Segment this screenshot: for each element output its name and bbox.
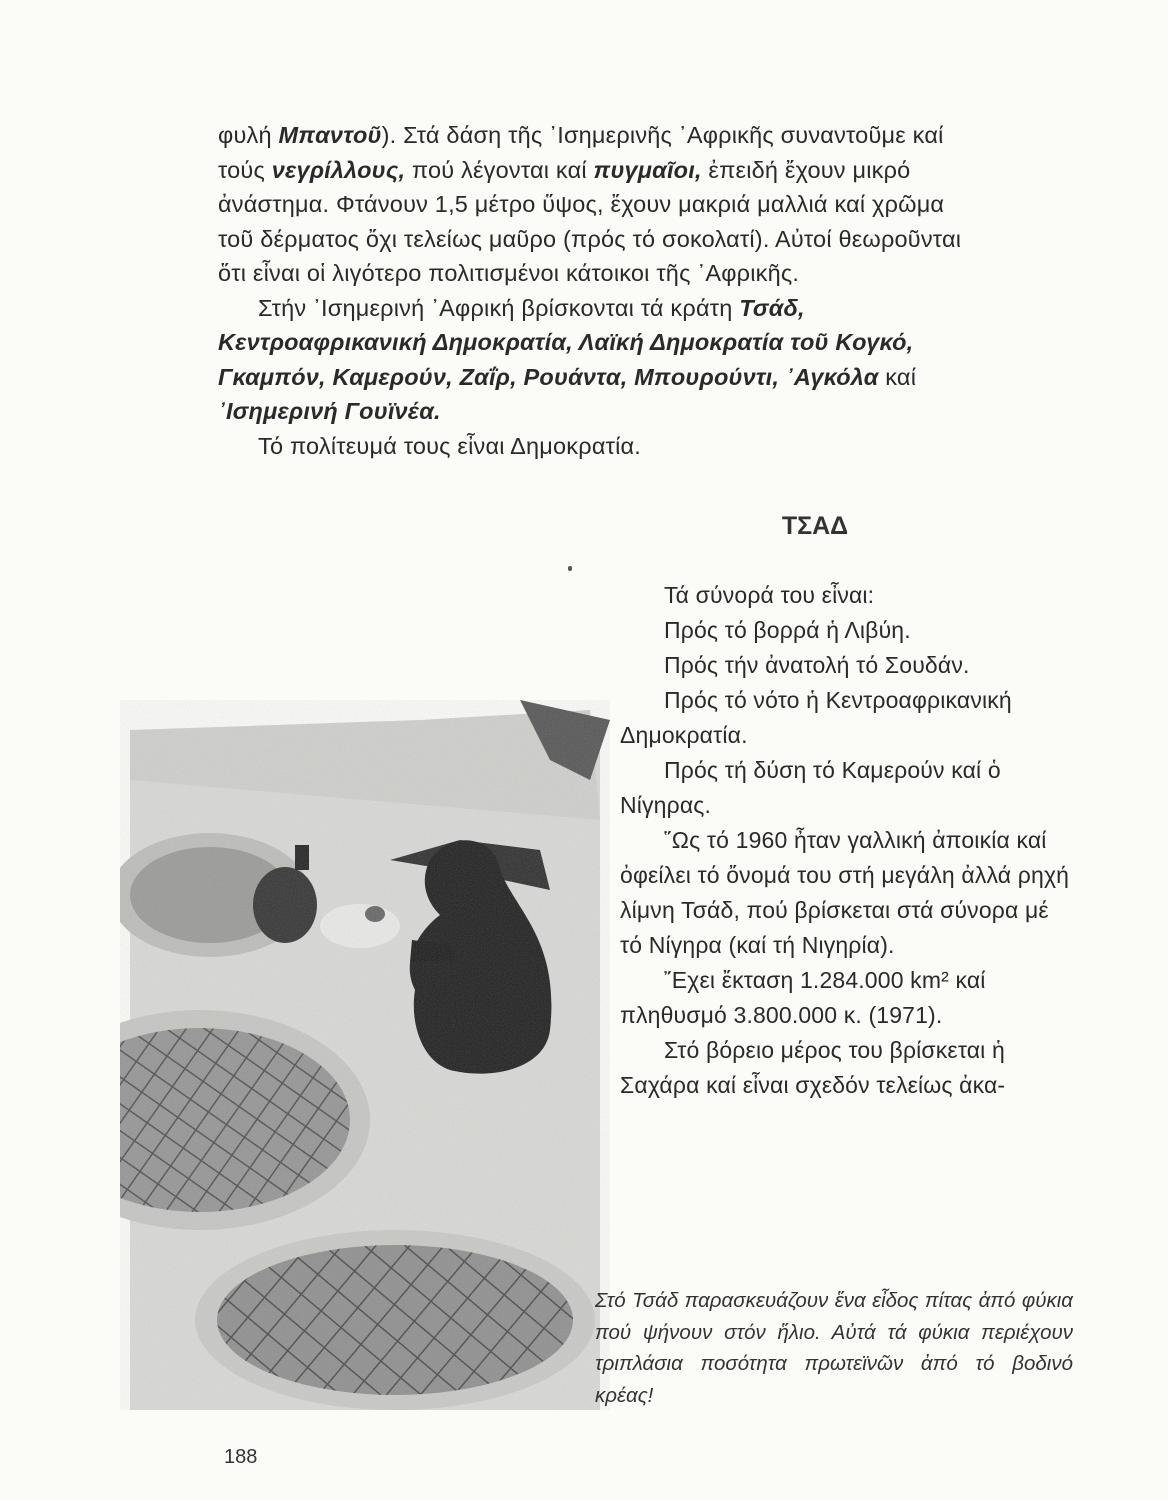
countries-paragraph [218, 291, 973, 429]
countries-text: Στήν ᾿Ισημερινή ᾿Αφρική βρίσκονται τά κράτη [258, 294, 740, 321]
intro-emphasis: πυγμαῖοι, [593, 156, 702, 183]
intro-text: ἐπειδή ἔχουν μικρό ἀνάστημα. Φτάνουν 1,5 μέτρο ὕψος, ἔχουν μακριά μαλλιά καί χρῶμα τοῦ δέρματος ὄχι τελείως μαῦρο (πρός τό σοκολατί). Αὐτοί θεωροῦνται ὅτι εἶναι οἱ λιγότερο πολιτισμένοι κάτοικοι τῆς ᾿Αφρικῆς. [218, 156, 962, 286]
chad-borders-text [620, 578, 1072, 1103]
section-paragraph: Πρός τό βορρά ἡ Λιβύη. [664, 617, 911, 643]
intro-emphasis: Μπαντοῦ [278, 122, 382, 148]
intro-paragraph [218, 118, 973, 291]
photo-algae-cakes [120, 700, 610, 1410]
photo-caption: Στό Τσάδ παρασκευάζουν ἕνα εἶδος πίτας ἀπό φύκια πού ψήνουν στόν ἥλιο. Αὐτά τά φύκια περιέχουν τριπλάσια ποσότητα πρωτεϊνῶν ἀπό τό βοδινό κρέας! [595, 1289, 1073, 1407]
government-paragraph: Τό πολίτευμά τους εἶναι Δημοκρατία. [258, 432, 642, 459]
top-text-block [218, 118, 973, 463]
section-heading: ΤΣΑΔ [781, 512, 849, 540]
section-paragraph: Πρός τό νότο ἡ Κεντροαφρικανική Δημοκρατία. [620, 687, 1012, 748]
intro-text: φυλή [218, 122, 279, 148]
section-paragraph: Πρός τήν ἀνατολή τό Σουδάν. [664, 652, 970, 678]
countries-emphasis: Τσάδ, Κεντροαφρικανική Δημοκρατία, Λαϊκή Δημοκρατία τοῦ Κογκό, Γκαμπόν, Καμερούν, Ζαΐρ, Ρουάντα, Μπουρούντι, ᾿Αγκόλα [218, 294, 914, 390]
section-paragraph: Πρός τή δύση τό Καμερούν καί ὁ Νίγηρας. [620, 757, 1001, 818]
page-number: 188 [224, 1446, 258, 1468]
section-paragraph: ῎Εχει ἔκταση 1.284.000 km² καί πληθυσμό 3.800.000 κ. (1971). [620, 967, 986, 1028]
section-paragraph: Στό βόρειο μέρος του βρίσκεται ἡ Σαχάρα καί εἶναι σχεδόν τελείως ἀκα- [620, 1037, 1006, 1098]
intro-text: ). Στά δάση τῆς ᾿Ισημερινῆς ᾿Αφρικῆς συναντοῦμε καί τούς [218, 122, 944, 183]
ink-speck [568, 566, 572, 571]
intro-text: πού λέγονται καί [405, 156, 594, 183]
section-paragraph: ῞Ως τό 1960 ἦταν γαλλική ἀποικία καί ὀφείλει τό ὄνομά του στή μεγάλη ἀλλά ρηχή λίμνη Τσάδ, πού βρίσκεται στά σύνορα μέ τό Νίγηρα (καί τή Νιγηρία). [620, 827, 1070, 958]
intro-emphasis: νεγρίλλους, [271, 156, 406, 183]
section-paragraph: Τά σύνορά του εἶναι: [664, 582, 875, 608]
countries-text: καί [878, 363, 917, 390]
countries-emphasis: ᾿Ισημερινή Γουϊνέα. [218, 398, 441, 424]
